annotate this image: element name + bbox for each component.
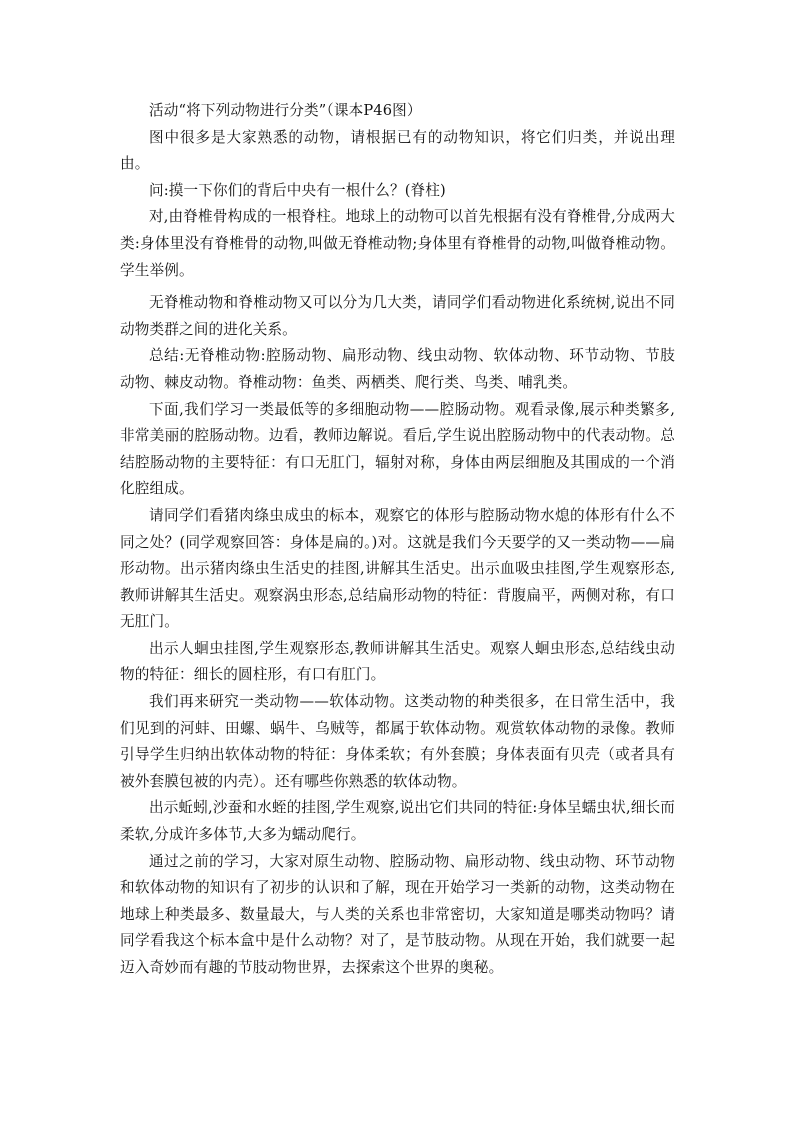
paragraph-summary: 总结:无脊椎动物:腔肠动物、扁形动物、线虫动物、软体动物、环节动物、节肢动物、棘皮动物。脊椎动物：鱼类、两栖类、爬行类、鸟类、哺乳类。 bbox=[120, 347, 675, 391]
paragraph-roundworms: 出示人蛔虫挂图,学生观察形态,教师讲解其生活史。观察人蛔虫形态,总结线虫动物的特征：细长的圆柱形，有口有肛门。 bbox=[120, 639, 675, 684]
document-body bbox=[120, 98, 675, 982]
paragraph-vertebra: 对,由脊椎骨构成的一根脊柱。地球上的动物可以首先根据有没有脊椎骨,分成两大类:身体里没有脊椎骨的动物,叫做无脊椎动物;身体里有脊椎骨的动物,叫做脊椎动物。学生举例。 bbox=[120, 208, 675, 279]
paragraph-instruction: 图中很多是大家熟悉的动物，请根据已有的动物知识，将它们归类，并说出理由。 bbox=[120, 128, 675, 173]
paragraph-activity: 活动“将下列动物进行分类”（课本P46图） bbox=[149, 102, 422, 119]
paragraph-arthropods: 通过之前的学习，大家对原生动物、腔肠动物、扁形动物、线虫动物、环节动物和软体动物的知识有了初步的认识和了解，现在开始学习一类新的动物，这类动物在地球上种类最多、数量最大，与人类的关系也非常密切，大家知道是哪类动物吗？请同学看我这个标本盒中是什么动物？对了，是节肢动物。从现在开始，我们就要一起迈入奇妙而有趣的节肢动物世界，去探索这个世界的奥秘。 bbox=[120, 852, 675, 976]
paragraph-flatworms: 请同学们看猪肉绦虫成虫的标本，观察它的体形与腔肠动物水熄的体形有什么不同之处？(同学观察回答：身体是扁的。)对。这就是我们今天要学的又一类动物——扁形动物。出示猪肉绦虫生活史的挂图,讲解其生活史。出示血吸虫挂图,学生观察形态,教师讲解其生活史。观察涡虫形态,总结扁形动物的特征：背腹扁平，两侧对称，有口无肛门。 bbox=[120, 506, 675, 631]
paragraph-coelenterates: 下面,我们学习一类最低等的多细胞动物——腔肠动物。观看录像,展示种类繁多,非常美丽的腔肠动物。边看，教师边解说。看后,学生说出腔肠动物中的代表动物。总结腔肠动物的主要特征：有口无肛门，辐射对称，身体由两层细胞及其围成的一个消化腔组成。 bbox=[120, 400, 675, 498]
paragraph-mollusks: 我们再来研究一类动物——软体动物。这类动物的种类很多，在日常生活中，我们见到的河蚌、田螺、蜗牛、乌贼等，都属于软体动物。观赏软体动物的录像。教师引导学生归纳出软体动物的特征：身体柔软；有外套膜；身体表面有贝壳（或者具有被外套膜包被的内壳）。还有哪些你熟悉的软体动物。 bbox=[120, 693, 675, 790]
paragraph-question: 问:摸一下你们的背后中央有一根什么？(脊柱) bbox=[149, 181, 446, 199]
paragraph-annelids: 出示蚯蚓,沙蚕和水蛭的挂图,学生观察,说出它们共同的特征:身体呈蠕虫状,细长而柔软,分成许多体节,大多为蠕动爬行。 bbox=[120, 799, 675, 844]
paragraph-evolution-tree: 无脊椎动物和脊椎动物又可以分为几大类，请同学们看动物进化系统树,说出不同动物类群之间的进化关系。 bbox=[120, 294, 675, 338]
